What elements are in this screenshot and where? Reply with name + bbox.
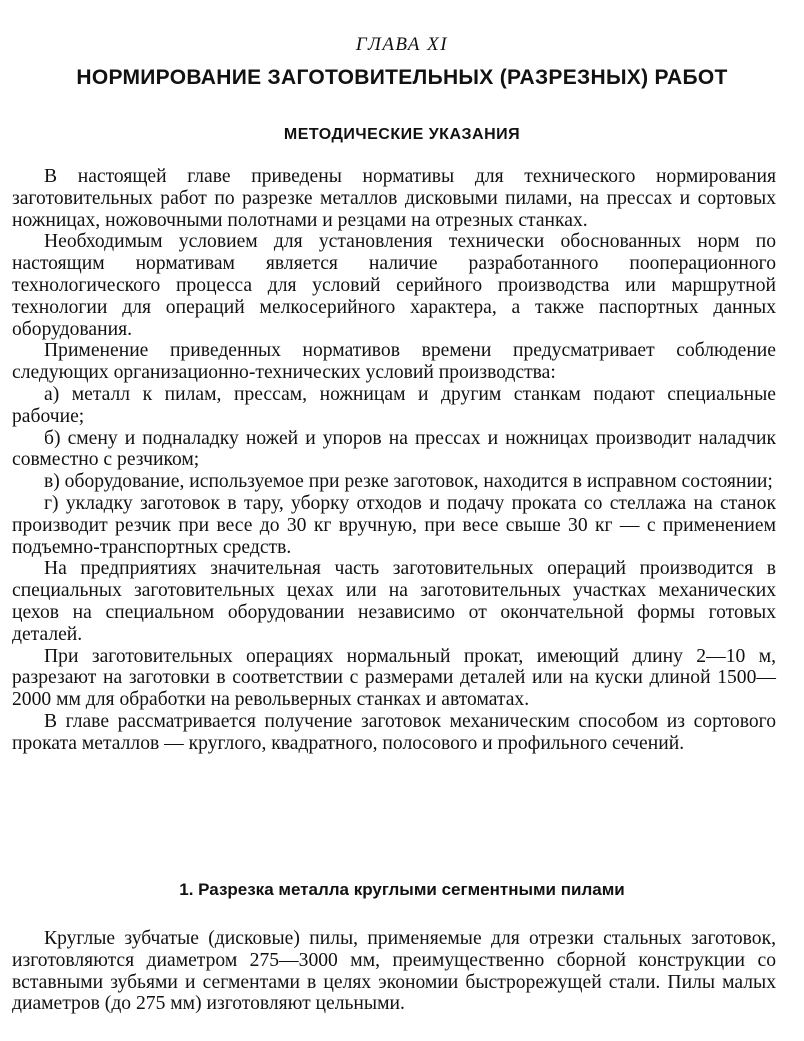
chapter-title: НОРМИРОВАНИЕ ЗАГОТОВИТЕЛЬНЫХ (РАЗРЕЗНЫХ) РАБОТ xyxy=(76,66,728,89)
list-item: в) оборудование, используемое при резке заготовок, находится в исправном состоянии; xyxy=(44,471,773,493)
list-item: б) смену и подналадку ножей и упоров на прессах и ножницах производит наладчик совместно с резчиком; xyxy=(12,427,776,471)
subsection-body xyxy=(12,928,776,1015)
chapter-label: ГЛАВА XI xyxy=(355,34,449,55)
section-body xyxy=(12,166,776,755)
paragraph: На предприятиях значительная часть заготовительных операций производится в специальных заготовительных цехах или на заготовительных участках механических цехов на специальном оборудовании независимо от окончательной формы готовых деталей. xyxy=(12,558,776,645)
subsection-heading: 1. Разрезка металла круглыми сегментными пилами xyxy=(179,880,625,899)
list-item: г) укладку заготовок в тару, уборку отходов и подачу проката со стеллажа на станок производит резчик при весе до 30 кг вручную, при весе свыше 30 кг — с применением подъемно-транспортных средств. xyxy=(12,492,776,558)
paragraph: При заготовительных операциях нормальный прокат, имеющий длину 2—10 м, разрезают на заготовки в соответствии с размерами деталей или на куски длиной 1500—2000 мм для обработки на револьверных станках и автоматах. xyxy=(12,645,776,711)
paragraph: Круглые зубчатые (дисковые) пилы, применяемые для отрезки стальных заготовок, изготовляются диаметром 275—3000 мм, преимущественно сборной конструкции со вставными зубьями и сегментами в целях экономии быстрорежущей стали. Пилы малых диаметров (до 275 мм) изготовляют цельными. xyxy=(12,928,776,1015)
paragraph: В настоящей главе приведены нормативы для технического нормирования заготовительных работ по разрезке металлов дисковыми пилами, на прессах и сортовых ножницах, ножовочными полотнами и резцами на отрезных станках. xyxy=(12,166,776,231)
list-item: а) металл к пилам, прессам, ножницам и другим станкам подают специальные рабочие; xyxy=(12,383,776,427)
section-heading: МЕТОДИЧЕСКИЕ УКАЗАНИЯ xyxy=(283,126,521,143)
paragraph: Необходимым условием для установления технически обоснованных норм по настоящим нормативам является наличие разработанного пооперационного технологического процесса для условий серийного производства или маршрутной технологии для операций мелкосерийного характера, а также паспортных данных оборудования. xyxy=(12,231,776,340)
paragraph: Применение приведенных нормативов времени предусматривает соблюдение следующих организационно-технических условий производства: xyxy=(12,340,776,384)
paragraph: В главе рассматривается получение заготовок механическим способом из сортового проката металлов — круглого, квадратного, полосового и профильного сечений. xyxy=(12,710,776,754)
